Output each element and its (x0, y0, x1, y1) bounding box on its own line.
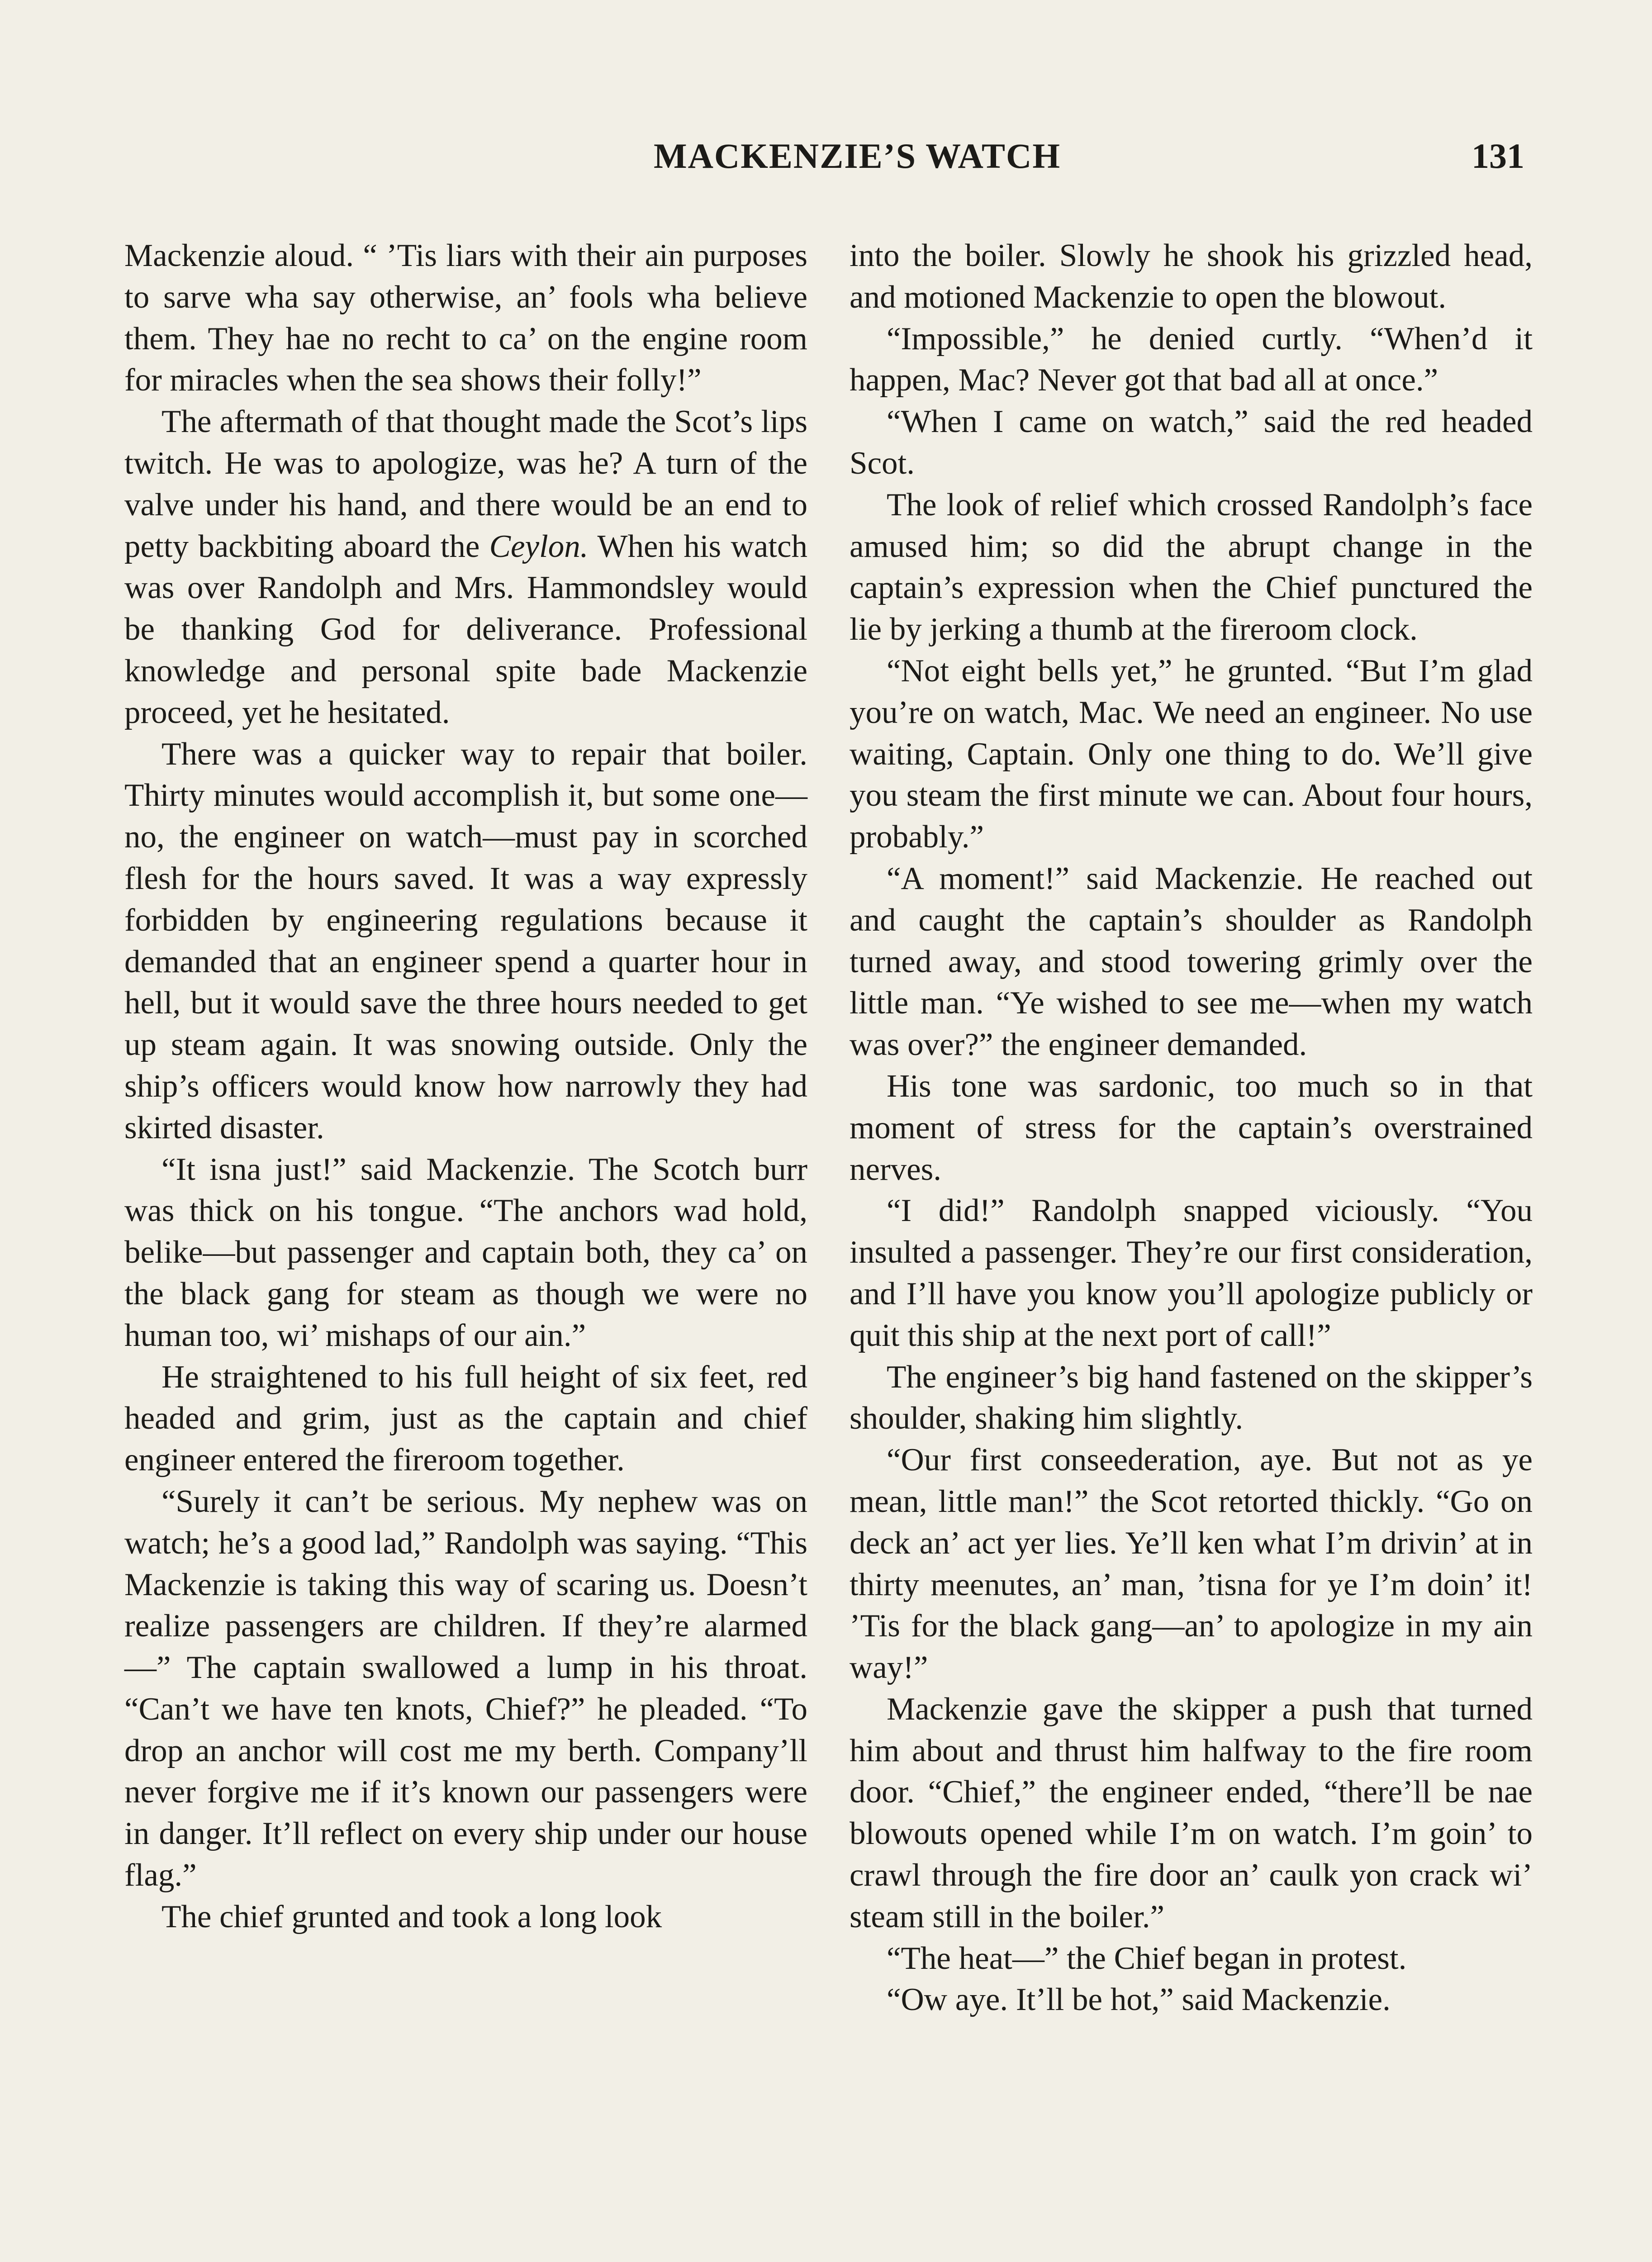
right-column (850, 235, 1533, 2021)
paragraph: “Not eight bells yet,” he grunted. “But I’m glad you’re on watch, Mac. We need an engineer. No use waiting, Captain. Only one thing to do. We’ll give you steam the first minute we can. About four hours, probably.” (850, 653, 1533, 855)
running-title: MACKENZIE’S WATCH (653, 136, 1061, 176)
paragraph: into the boiler. Slowly he shook his grizzled head, and motioned Mackenzie to open the blowout. (850, 238, 1533, 315)
paragraph: His tone was sardonic, too much so in that moment of stress for the captain’s overstrained nerves. (850, 1068, 1533, 1187)
ship-name: Ceylon. (489, 528, 589, 564)
paragraph-text: When his watch was over Randolph and Mrs. Hammondsley would be thanking God for deliverance. Professional knowledge and personal spite bade Mackenzie proceed, yet he hesitated. (124, 528, 807, 730)
page-number: 131 (1472, 136, 1524, 176)
paragraph: “Surely it can’t be serious. My nephew was on watch; he’s a good lad,” Randolph was saying. “This Mackenzie is taking this way of scaring us. Doesn’t realize passengers are children. If they’re alarmed—” The captain swallowed a lump in his throat. “Can’t we have ten knots, Chief?” he pleaded. “To drop an anchor will cost me my berth. Company’ll never forgive me if it’s known our passengers were in danger. It’ll reflect on every ship under our house flag.” (124, 1483, 807, 1893)
paragraph: He straightened to his full height of six feet, red headed and grim, just as the captain and chief engineer entered the fireroom together. (124, 1359, 807, 1478)
paragraph: There was a quicker way to repair that boiler. Thirty minutes would accomplish it, but some one—no, the engineer on watch—must pay in scorched flesh for the hours saved. It was a way expressly forbidden by engineering regulations because it demanded that an engineer spend a quarter hour in hell, but it would save the three hours needed to get up steam again. It was snowing outside. Only the ship’s officers would know how narrowly they had skirted disaster. (124, 736, 807, 1145)
paragraph-text: The aftermath of that thought made the Scot’s lips twitch. He was to apologize, was he? A turn of the valve under his hand, and there would be an end to petty backbiting aboard the (124, 404, 807, 564)
paragraph (124, 401, 807, 733)
paragraph: “It isna just!” said Mackenzie. The Scotch burr was thick on his tongue. “The anchors wad hold, belike—but passenger and captain both, they ca’ on the black gang for steam as though we were no human too, wi’ mishaps of our ain.” (124, 1151, 807, 1353)
paragraph: “Our first conseederation, aye. But not as ye mean, little man!” the Scot retorted thickly. “Go on deck an’ act yer lies. Ye’ll ken what I’m drivin’ at in thirty meenutes, an’ man, ’tisna for ye I’m doin’ it! ’Tis for the black gang—an’ to apologize in my ain way!” (850, 1442, 1533, 1686)
paragraph: The engineer’s big hand fastened on the skipper’s shoulder, shaking him slightly. (850, 1359, 1533, 1436)
paragraph: “A moment!” said Mackenzie. He reached out and caught the captain’s shoulder as Randolph turned away, and stood towering grimly over the little man. “Ye wished to see me—when my watch was over?” the engineer demanded. (850, 860, 1533, 1063)
paragraph: Mackenzie aloud. “ ’Tis liars with their ain purposes to sarve wha say otherwise, an’ fools wha believe them. They hae no recht to ca’ on the engine room for miracles when the sea shows their folly!” (124, 238, 807, 398)
paragraph: The chief grunted and took a long look (161, 1899, 662, 1934)
paragraph: “When I came on watch,” said the red headed Scot. (850, 404, 1533, 481)
paragraph: “The heat—” the Chief began in protest. (887, 1940, 1407, 1976)
paragraph: “I did!” Randolph snapped viciously. “You insulted a passenger. They’re our first consideration, and I’ll have you know you’ll apologize publicly or quit this ship at the next port of call!” (850, 1193, 1533, 1353)
paragraph: Mackenzie gave the skipper a push that turned him about and thrust him halfway to the fire room door. “Chief,” the engineer ended, “there’ll be nae blowouts opened while I’m on watch. I’m goin’ to crawl through the fire door an’ caulk yon crack wi’ steam still in the boiler.” (850, 1691, 1533, 1934)
running-header (122, 136, 1529, 190)
paragraph: “Impossible,” he denied curtly. “When’d it happen, Mac? Never got that bad all at once.” (850, 321, 1533, 398)
paragraph: The look of relief which crossed Randolph’s face amused him; so did the abrupt change in the captain’s expression when the Chief punctured the lie by jerking a thumb at the fireroom clock. (850, 487, 1533, 647)
left-column (124, 235, 807, 1938)
paragraph: “Ow aye. It’ll be hot,” said Mackenzie. (887, 1982, 1391, 2018)
